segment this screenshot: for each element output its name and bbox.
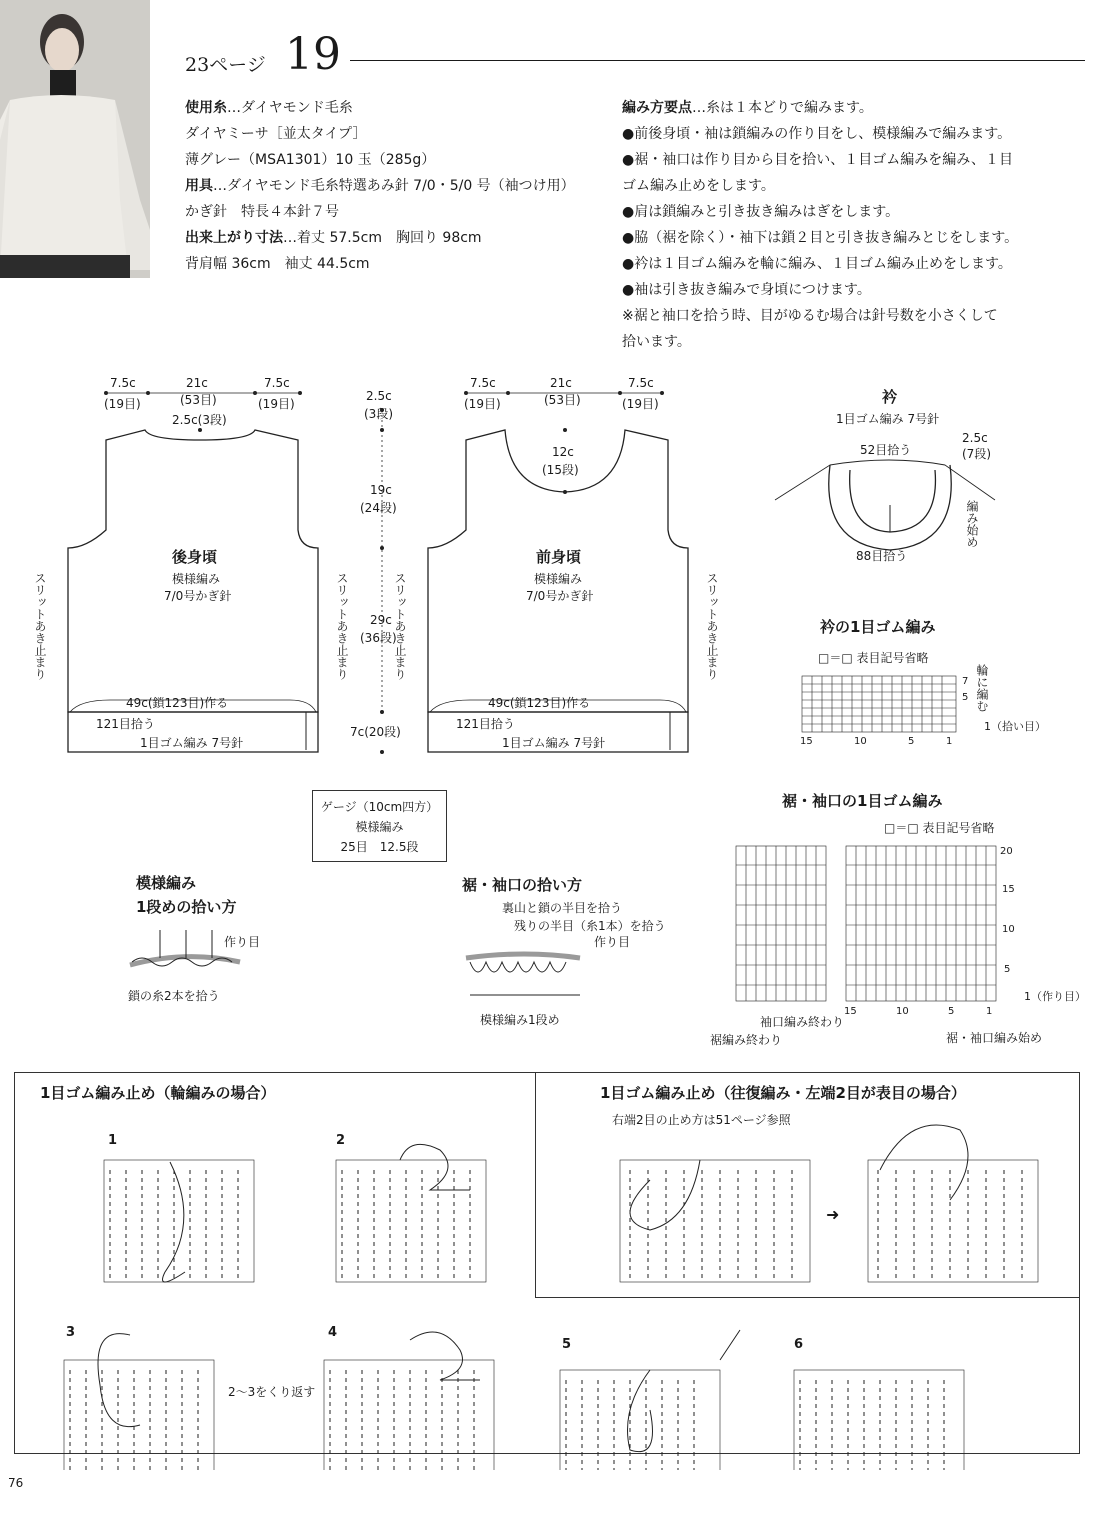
- back-neck: 2.5c(3段): [172, 413, 227, 427]
- collar-rib-r7: 7: [962, 676, 969, 687]
- mid-a-rows: (3段): [364, 407, 393, 421]
- tools-label: 用具: [185, 178, 213, 194]
- collar-rib-grid: [802, 676, 956, 732]
- step-number: 2: [336, 1133, 346, 1148]
- hem-rib-title: 裾・袖口の1目ゴム編み: [782, 792, 943, 810]
- hem-rib-start: 裾・袖口編み始め: [946, 1031, 1043, 1045]
- pickup-pattern-foundation: 作り目: [224, 935, 261, 949]
- collar-rib-legend: □＝□ 表目記号省略: [818, 651, 929, 665]
- front-neck-rows: (15段): [542, 463, 579, 477]
- back-top-left-sts: (19目): [104, 397, 141, 411]
- tools-value: …ダイヤモンド毛糸特選あみ針 7/0・5/0 号（袖つけ用）: [213, 178, 575, 194]
- gauge-value: 25目 12.5段: [340, 840, 419, 854]
- points-item: ●前後身頃・袖は鎖編みの作り目をし、模様編みで編みます。: [622, 126, 1012, 142]
- step-number: 6: [794, 1337, 804, 1352]
- page-reference: 23ページ: [185, 54, 266, 76]
- mid-b: 19c: [370, 483, 392, 497]
- front-slit-left: スリットあき止まり: [393, 572, 407, 680]
- bindoff-illustrations: [0, 1070, 1100, 1470]
- size-label: 出来上がり寸法: [185, 230, 283, 246]
- back-stitch: 模様編み: [172, 572, 221, 586]
- back-slit-right: スリットあき止まり: [335, 572, 349, 680]
- yarn-line2: ダイヤミーサ［並太タイプ］: [185, 126, 367, 142]
- swatch-flat-b: [868, 1125, 1038, 1282]
- bindoff-flat-note: 右端2目の止め方は51ページ参照: [612, 1113, 791, 1127]
- pickup-hem-illustration: [466, 954, 580, 995]
- swatch-step2: [336, 1144, 486, 1282]
- front-hook: 7/0号かぎ針: [526, 589, 594, 603]
- hem-rib-r10: 10: [1002, 924, 1015, 935]
- pickup-pattern-note: 鎖の糸2本を拾う: [128, 989, 220, 1003]
- hem-rib-c10: 10: [896, 1006, 909, 1017]
- hem-rib-sleeve-end: 袖口編み終わり: [760, 1015, 845, 1029]
- points-item: ●脇（裾を除く）・袖下は鎖２目と引き抜き編みとじをします。: [622, 230, 1019, 246]
- arrow-right-icon: ➜: [826, 1205, 840, 1224]
- hem-rib-r5: 5: [1004, 964, 1011, 975]
- step-number: 4: [328, 1325, 338, 1340]
- front-title: 前身頃: [536, 548, 582, 566]
- mid-c-rows: (36段): [360, 631, 397, 645]
- step-number: 3: [66, 1325, 76, 1340]
- collar-rib-r5: 5: [962, 692, 969, 703]
- hem-rib-hem-end: 裾編み終わり: [710, 1033, 783, 1047]
- collar-rib-loop: 輪に編む: [975, 664, 989, 712]
- collar-side: 2.5c: [962, 431, 988, 445]
- points-item: ●裾・袖口は作り目から目を拾い、１目ゴム編みを編み、１目: [622, 152, 1014, 168]
- front-slit-right: スリットあき止まり: [705, 572, 719, 680]
- collar-rib-c5: 5: [908, 736, 915, 747]
- points-intro: …糸は１本どりで編みます。: [692, 100, 873, 116]
- front-chain: 49c(鎖123目)作る: [488, 696, 591, 710]
- gauge-box: [312, 790, 447, 862]
- back-top-mid-sts: (53目): [180, 393, 217, 407]
- collar-side-rows: (7段): [962, 447, 991, 461]
- points-item: ゴム編み止めをします。: [622, 178, 775, 194]
- points-item: ●衿は１目ゴム編みを輪に編み、１目ゴム編み止めをします。: [622, 256, 1012, 272]
- collar-rib-r1: 1（拾い目）: [984, 720, 1046, 733]
- yarn-line3: 薄グレー（MSA1301）10 玉（285g）: [185, 152, 436, 168]
- points-item: ●肩は鎖編みと引き抜き編みはぎをします。: [622, 204, 900, 220]
- collar-outline: [775, 460, 995, 500]
- page-number: 76: [8, 1476, 24, 1490]
- gauge-title: ゲージ（10cm四方）: [320, 800, 439, 814]
- front-top-left: 7.5c: [470, 376, 496, 390]
- swatch-step3: [64, 1334, 214, 1470]
- swatch-step4: [324, 1332, 494, 1470]
- tools-line2: かぎ針 特長４本針７号: [185, 204, 339, 220]
- collar-bottom: 88目拾う: [856, 549, 908, 563]
- repeat-note: 2〜3をくり返す: [228, 1385, 316, 1399]
- back-top-right: 7.5c: [264, 376, 290, 390]
- pickup-hem-note: 模様編み1段め: [480, 1013, 560, 1027]
- hem-rib-grid: [736, 846, 996, 1001]
- hem-rib-legend: □＝□ 表目記号省略: [884, 821, 995, 835]
- bindoff-round-title: 1目ゴム編み止め（輪編みの場合）: [40, 1084, 276, 1102]
- collar-sub: 1目ゴム編み 7号針: [836, 412, 940, 426]
- back-top-right-sts: (19目): [258, 397, 295, 411]
- size-line2: 背肩幅 36cm 袖丈 44.5cm: [185, 256, 370, 272]
- front-top-right: 7.5c: [628, 376, 654, 390]
- collar-top: 52目拾う: [860, 443, 912, 457]
- mid-b-rows: (24段): [360, 501, 397, 515]
- front-pickup: 121目拾う: [456, 717, 515, 731]
- collar-start: 編み始め: [965, 500, 979, 548]
- front-stitch: 模様編み: [534, 572, 583, 586]
- points-item: 拾います。: [622, 334, 691, 350]
- hem-rib-c15: 15: [844, 1006, 857, 1017]
- points-item: ●袖は引き抜き編みで身頃につけます。: [622, 282, 871, 298]
- front-top-mid-sts: (53目): [544, 393, 581, 407]
- front-neck: 12c: [552, 445, 574, 459]
- pickup-pattern-title1: 模様編み: [136, 874, 197, 892]
- bindoff-flat-title: 1目ゴム編み止め（往復編み・左端2目が表目の場合）: [600, 1084, 966, 1102]
- back-top-left: 7.5c: [110, 376, 136, 390]
- back-top-mid: 21c: [186, 376, 208, 390]
- points-item: ※裾と袖口を拾う時、目がゆるむ場合は針号数を小さくして: [622, 308, 998, 324]
- yarn-label: 使用糸: [185, 100, 227, 116]
- hem-rib-c1: 1: [986, 1006, 993, 1017]
- points-title: 編み方要点: [622, 100, 692, 116]
- mid-a: 2.5c: [366, 389, 392, 403]
- collar-title: 衿: [882, 388, 898, 406]
- gauge-stitch: 模様編み: [355, 820, 404, 834]
- step-number: 1: [108, 1133, 118, 1148]
- swatch-step6: [794, 1370, 964, 1470]
- front-top-mid: 21c: [550, 376, 572, 390]
- pickup-hem-l2: 残りの半目（糸1本）を拾う: [514, 919, 666, 933]
- pickup-pattern-title2: 1段めの拾い方: [136, 898, 237, 916]
- swatch-flat-a: [620, 1160, 810, 1282]
- pickup-hem-l1: 裏山と鎖の半目を拾う: [502, 901, 623, 915]
- mid-d: 7c(20段): [350, 725, 401, 739]
- pickup-hem-title: 裾・袖口の拾い方: [462, 876, 583, 894]
- yarn-value: …ダイヤモンド毛糸: [227, 100, 353, 116]
- back-rib: 1目ゴム編み 7号針: [140, 736, 244, 750]
- back-hook: 7/0号かぎ針: [164, 589, 232, 603]
- back-slit-left: スリットあき止まり: [33, 572, 47, 680]
- hem-rib-r1: 1（作り目）: [1024, 990, 1086, 1003]
- hem-rib-c5: 5: [948, 1006, 955, 1017]
- mid-c: 29c: [370, 613, 392, 627]
- step-number: 5: [562, 1337, 572, 1352]
- swatch-step1: [104, 1160, 254, 1282]
- size-value: …着丈 57.5cm 胸回り 98cm: [283, 230, 482, 246]
- collar-rib-c10: 10: [854, 736, 867, 747]
- pickup-hem-foundation: 作り目: [594, 935, 631, 949]
- front-top-right-sts: (19目): [622, 397, 659, 411]
- collar-rib-c15: 15: [800, 736, 813, 747]
- back-title: 後身頃: [172, 548, 218, 566]
- back-chain: 49c(鎖123目)作る: [126, 696, 229, 710]
- hem-rib-r15: 15: [1002, 884, 1015, 895]
- front-rib: 1目ゴム編み 7号針: [502, 736, 606, 750]
- back-body-outline: [68, 430, 318, 712]
- collar-rib-c1: 1: [946, 736, 953, 747]
- hem-rib-r20: 20: [1000, 846, 1013, 857]
- collar-rib-title: 衿の1目ゴム編み: [820, 618, 936, 636]
- swatch-step5: [560, 1330, 740, 1470]
- front-top-left-sts: (19目): [464, 397, 501, 411]
- pattern-number: 19: [285, 29, 341, 80]
- back-pickup: 121目拾う: [96, 717, 155, 731]
